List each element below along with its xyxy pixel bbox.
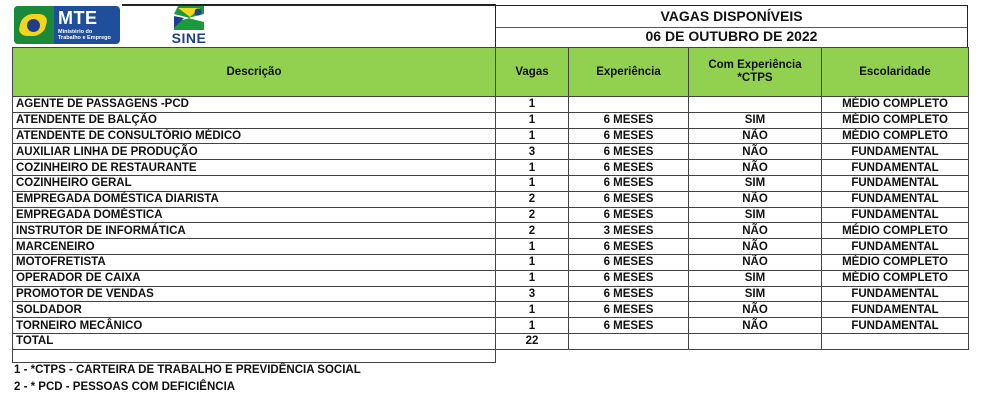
cell-ctps: NÃO [689, 191, 822, 207]
cell-escolaridade: MÉDIO COMPLETO [822, 270, 969, 286]
table-row [13, 207, 969, 223]
total-escolaridade-empty [822, 333, 969, 349]
cell-descricao: TORNEIRO MECÂNICO [13, 318, 496, 334]
mte-logo [14, 6, 120, 44]
table-row [13, 144, 969, 160]
cell-experiencia: 6 MESES [569, 112, 689, 128]
col-header-ctps [689, 48, 822, 97]
table-row [13, 239, 969, 255]
table-row [13, 286, 969, 302]
cell-experiencia: 6 MESES [569, 302, 689, 318]
cell-experiencia: 3 MESES [569, 223, 689, 239]
col-header-ctps-line2: *CTPS [737, 72, 773, 84]
header-top-border [122, 4, 496, 6]
cell-vagas: 3 [496, 144, 569, 160]
brazil-flag-icon [14, 6, 54, 44]
cell-experiencia: 6 MESES [569, 254, 689, 270]
cell-vagas: 3 [496, 286, 569, 302]
cell-escolaridade: FUNDAMENTAL [822, 239, 969, 255]
cell-vagas: 1 [496, 302, 569, 318]
total-ctps-empty [689, 333, 822, 349]
cell-escolaridade: MÉDIO COMPLETO [822, 128, 969, 144]
col-header-escolaridade: Escolaridade [822, 48, 969, 97]
mte-logo-subtitle [58, 29, 111, 41]
cell-ctps: NÃO [689, 144, 822, 160]
cell-vagas: 1 [496, 270, 569, 286]
cell-vagas: 1 [496, 112, 569, 128]
cell-descricao: AUXILIAR LINHA DE PRODUÇÃO [13, 144, 496, 160]
mte-subtitle-line1: Ministério do [58, 29, 93, 35]
cell-ctps: NÃO [689, 239, 822, 255]
table-row [13, 254, 969, 270]
report-date: 06 DE OUTUBRO DE 2022 [645, 28, 818, 44]
job-vacancies-table [12, 47, 969, 350]
table-row [13, 160, 969, 176]
cell-descricao: PROMOTOR DE VENDAS [13, 286, 496, 302]
table-row [13, 223, 969, 239]
cell-vagas: 1 [496, 128, 569, 144]
cell-experiencia: 6 MESES [569, 175, 689, 191]
footnote-ctps: 1 - *CTPS - CARTEIRA DE TRABALHO E PREVIDÊNCIA SOCIAL [14, 364, 361, 376]
cell-descricao: AGENTE DE PASSAGENS -PCD [13, 97, 496, 113]
cell-escolaridade: FUNDAMENTAL [822, 175, 969, 191]
cell-escolaridade: FUNDAMENTAL [822, 191, 969, 207]
table-footer-spacer [12, 347, 496, 363]
cell-escolaridade: MÉDIO COMPLETO [822, 254, 969, 270]
total-label: TOTAL [13, 333, 496, 349]
col-header-descricao: Descrição [13, 48, 496, 97]
cell-ctps: NÃO [689, 318, 822, 334]
cell-ctps: SIM [689, 175, 822, 191]
sine-logo [166, 6, 212, 50]
cell-ctps: SIM [689, 112, 822, 128]
table-row [13, 191, 969, 207]
cell-escolaridade: FUNDAMENTAL [822, 286, 969, 302]
sine-flag-icon [174, 6, 204, 30]
cell-ctps: SIM [689, 270, 822, 286]
cell-descricao: COZINHEIRO GERAL [13, 175, 496, 191]
cell-descricao: COZINHEIRO DE RESTAURANTE [13, 160, 496, 176]
cell-descricao: SOLDADOR [13, 302, 496, 318]
cell-descricao: ATENDENTE DE BALÇÃO [13, 112, 496, 128]
cell-experiencia: 6 MESES [569, 286, 689, 302]
cell-experiencia [569, 97, 689, 113]
cell-escolaridade: FUNDAMENTAL [822, 207, 969, 223]
mte-logo-title: MTE [58, 8, 98, 28]
cell-experiencia: 6 MESES [569, 160, 689, 176]
cell-escolaridade: MÉDIO COMPLETO [822, 223, 969, 239]
cell-vagas: 1 [496, 239, 569, 255]
table-header-row [13, 48, 969, 97]
cell-vagas: 1 [496, 160, 569, 176]
title-box [495, 5, 968, 47]
table-row [13, 97, 969, 113]
table-row [13, 175, 969, 191]
cell-vagas: 2 [496, 223, 569, 239]
table-row [13, 318, 969, 334]
cell-ctps: NÃO [689, 160, 822, 176]
cell-ctps: NÃO [689, 302, 822, 318]
table-row [13, 302, 969, 318]
cell-escolaridade: FUNDAMENTAL [822, 160, 969, 176]
cell-vagas: 1 [496, 97, 569, 113]
sine-logo-title: SINE [171, 30, 207, 46]
cell-vagas: 1 [496, 318, 569, 334]
total-vagas: 22 [496, 333, 569, 349]
cell-descricao: MOTOFRETISTA [13, 254, 496, 270]
cell-ctps: NÃO [689, 223, 822, 239]
page-title: VAGAS DISPONÍVEIS [496, 8, 967, 28]
cell-escolaridade: MÉDIO COMPLETO [822, 112, 969, 128]
table-row [13, 128, 969, 144]
cell-experiencia: 6 MESES [569, 144, 689, 160]
cell-experiencia: 6 MESES [569, 318, 689, 334]
cell-ctps [689, 97, 822, 113]
cell-escolaridade: MÉDIO COMPLETO [822, 97, 969, 113]
cell-ctps: NÃO [689, 128, 822, 144]
cell-descricao: ATENDENTE DE CONSULTÓRIO MÉDICO [13, 128, 496, 144]
cell-vagas: 1 [496, 254, 569, 270]
table-row [13, 112, 969, 128]
cell-descricao: EMPREGADA DOMÉSTICA [13, 207, 496, 223]
cell-ctps: SIM [689, 286, 822, 302]
cell-descricao: MARCENEIRO [13, 239, 496, 255]
cell-experiencia: 6 MESES [569, 239, 689, 255]
cell-descricao: EMPREGADA DOMÉSTICA DIARISTA [13, 191, 496, 207]
footnote-pcd: 2 - * PCD - PESSOAS COM DEFICIÊNCIA [14, 381, 236, 393]
cell-experiencia: 6 MESES [569, 207, 689, 223]
cell-experiencia: 6 MESES [569, 128, 689, 144]
cell-experiencia: 6 MESES [569, 270, 689, 286]
cell-descricao: OPERADOR DE CAIXA [13, 270, 496, 286]
cell-escolaridade: FUNDAMENTAL [822, 318, 969, 334]
cell-vagas: 2 [496, 207, 569, 223]
cell-vagas: 2 [496, 191, 569, 207]
col-header-experiencia: Experiência [569, 48, 689, 97]
cell-ctps: NÃO [689, 254, 822, 270]
cell-descricao: INSTRUTOR DE INFORMÁTICA [13, 223, 496, 239]
total-experiencia-empty [569, 333, 689, 349]
cell-experiencia: 6 MESES [569, 191, 689, 207]
mte-subtitle-line2: Trabalho e Emprego [58, 35, 111, 41]
table-row [13, 270, 969, 286]
cell-escolaridade: FUNDAMENTAL [822, 302, 969, 318]
cell-escolaridade: FUNDAMENTAL [822, 144, 969, 160]
col-header-vagas: Vagas [496, 48, 569, 97]
cell-vagas: 1 [496, 175, 569, 191]
cell-ctps: SIM [689, 207, 822, 223]
col-header-ctps-line1: Com Experiência [708, 59, 802, 71]
